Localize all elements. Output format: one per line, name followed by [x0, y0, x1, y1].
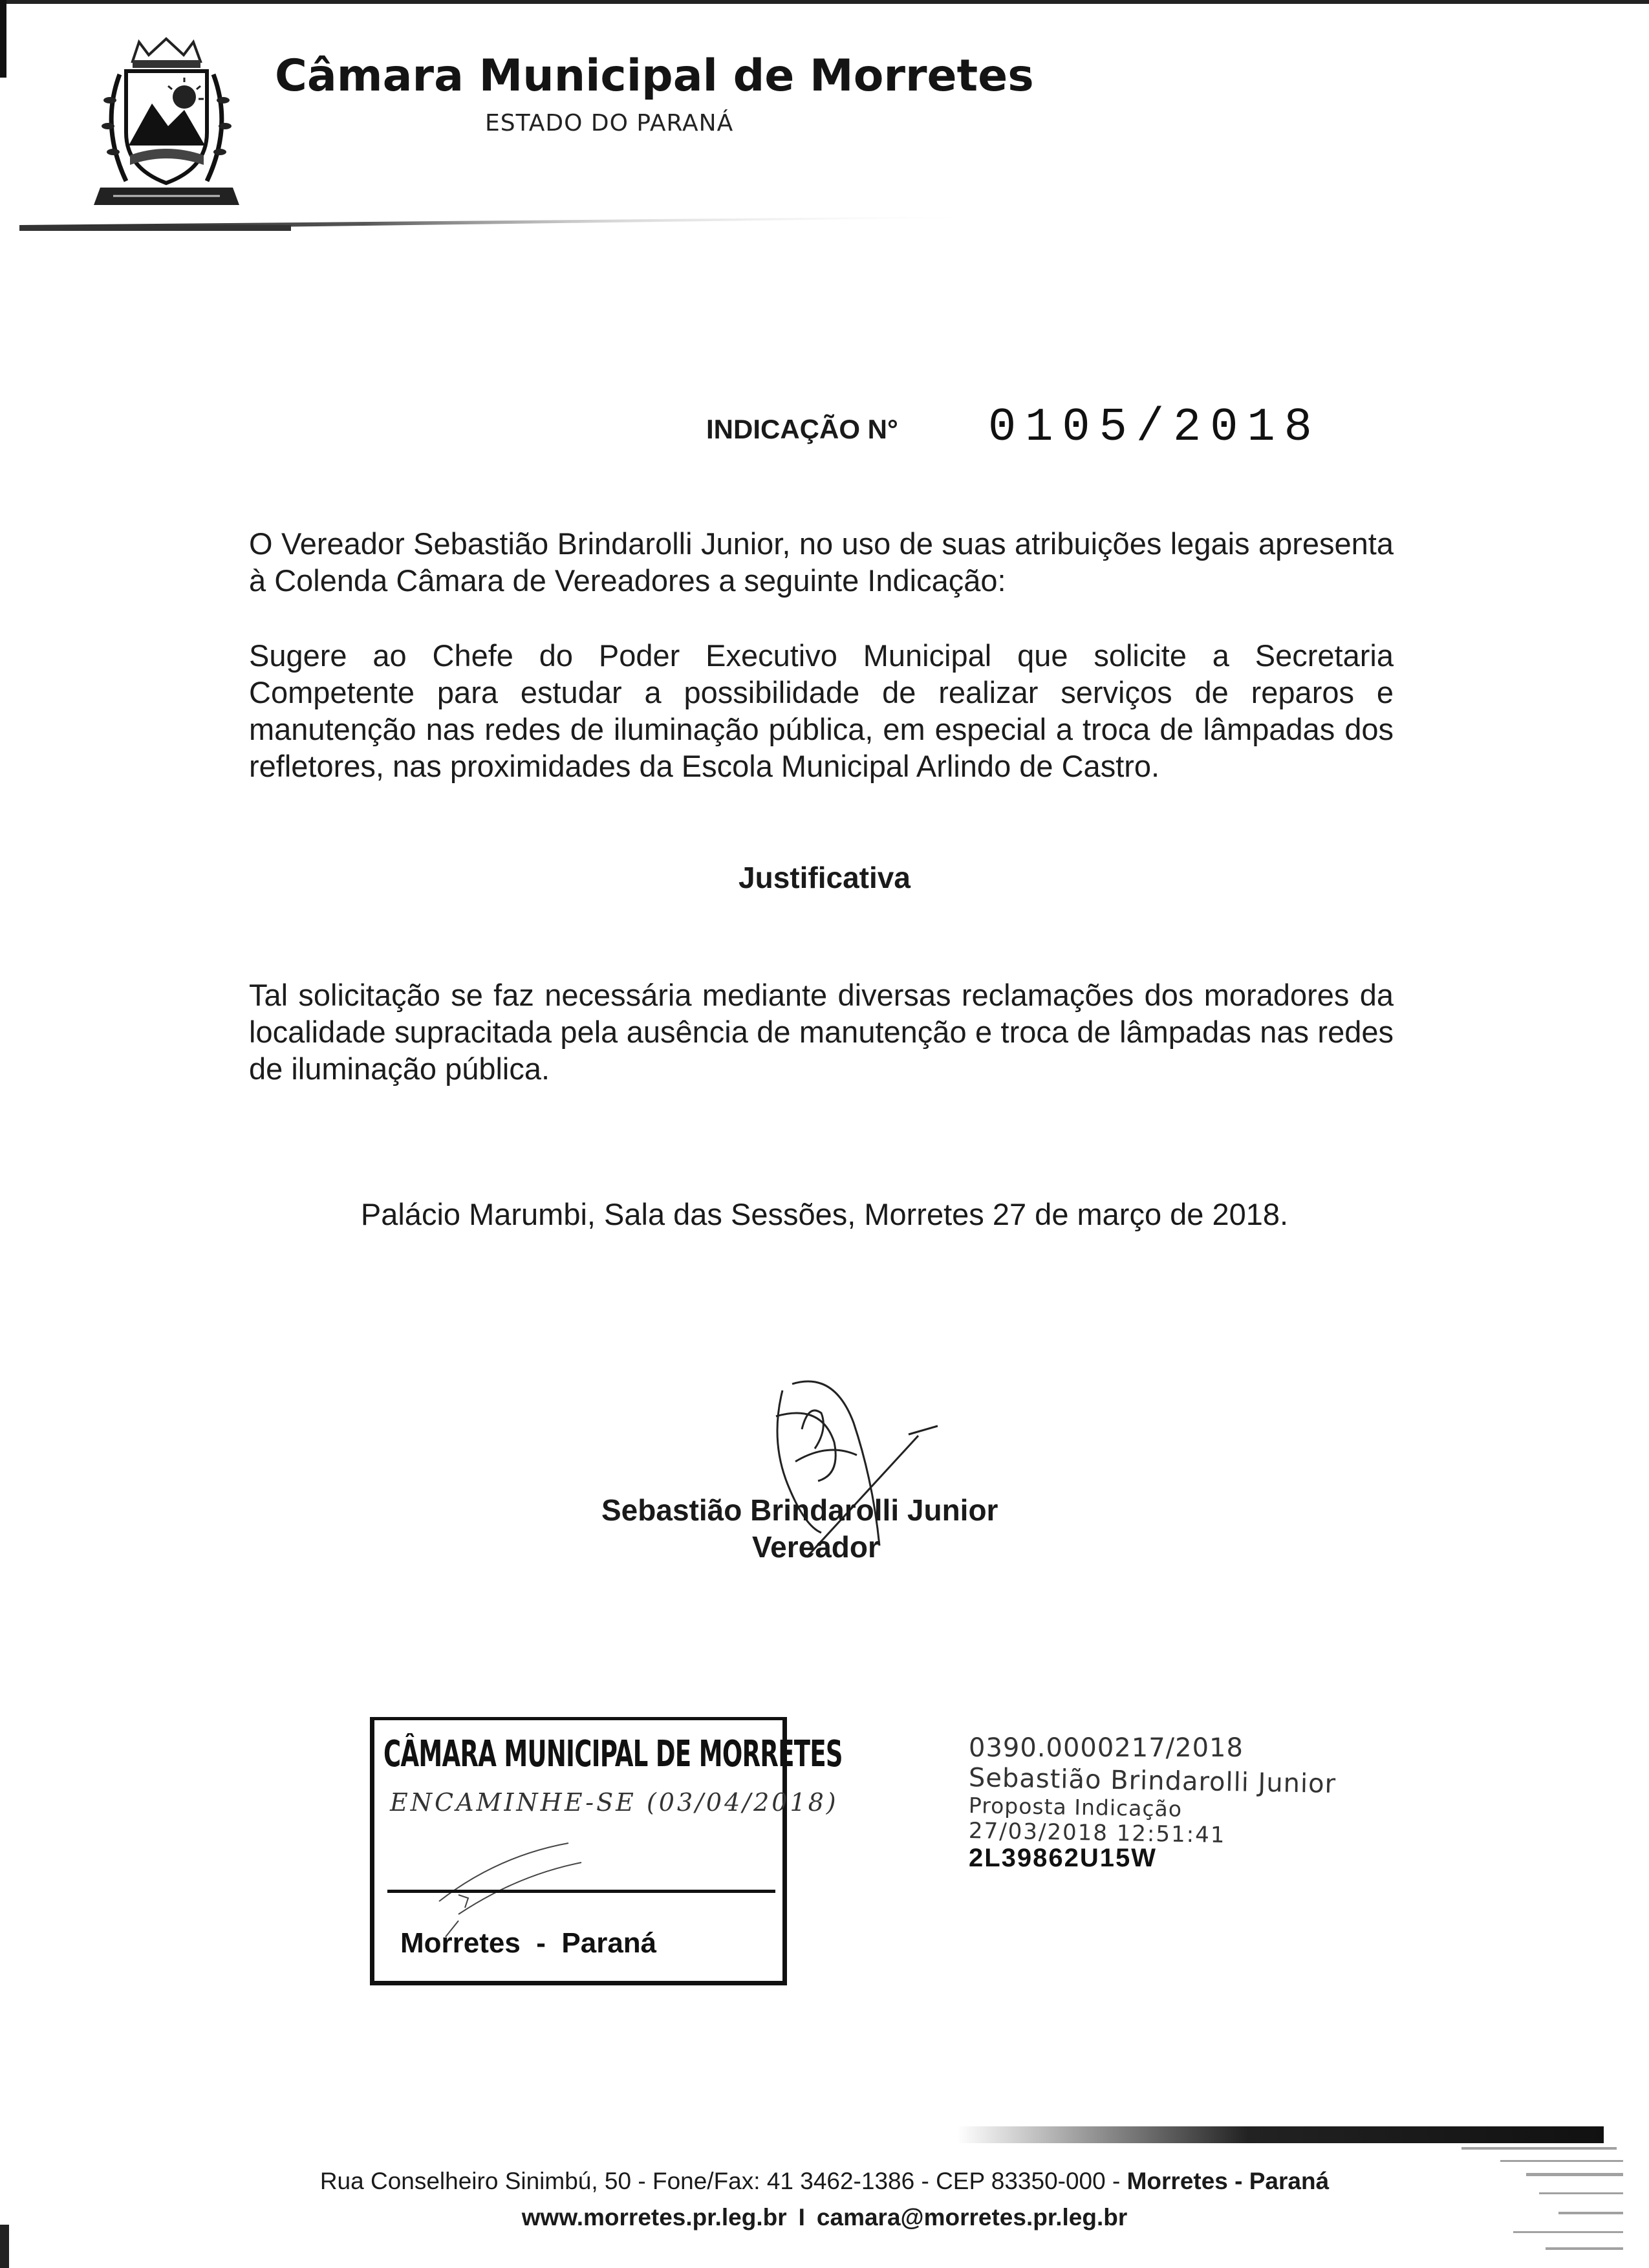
place-date: Palácio Marumbi, Sala das Sessões, Morretes 27 de março de 2018. [360, 1197, 1289, 1231]
receipt-stamp [370, 1717, 843, 1985]
institution-title: Câmara Municipal de Morretes [275, 50, 1034, 102]
request-paragraph: Sugere ao Chefe do Poder Executivo Municipal que solicite a Secretaria Competente para estudar a possibilidade de realizar serviços de reparos e manutenção nas redes de iluminação pública, em especial a troca de lâmpadas dos refletores, nas proximidades da Escola Municipal Arlindo de Castro. [249, 638, 1394, 783]
footer-contacts [0, 2204, 1649, 2231]
justification-paragraph: Tal solicitação se faz necessária mediante diversas reclamações dos moradores da localidade supracitada pela ausência de manutenção e troca de lâmpadas nas redes de iluminação pública. [249, 978, 1394, 1086]
protocol-block [969, 1733, 1336, 1873]
footer-address [0, 2168, 1649, 2195]
stamp-handwritten-note: ENCAMINHE-SE (03/04/2018) [390, 1788, 839, 1817]
scan-noise [1267, 2134, 1630, 2263]
stamp-location: Morretes - Paraná [400, 1927, 657, 1959]
scan-edge-left [0, 0, 6, 78]
footer-address-main: Rua Conselheiro Sinimbú, 50 - Fone/Fax: 41 3462-1386 - CEP 83350-000 - [319, 2168, 1127, 2194]
state-subtitle: ESTADO DO PARANÁ [485, 110, 734, 136]
stamp-title: CÂMARA MUNICIPAL DE MORRETES [383, 1733, 843, 1775]
protocol-number: 0390.0000217/2018 [969, 1733, 1244, 1763]
protocol-datetime: 27/03/2018 12:51:41 [968, 1818, 1226, 1848]
indication-label: INDICAÇÃO N° [706, 414, 898, 444]
scan-edge-top [0, 0, 1649, 4]
protocol-type: Proposta Indicação [968, 1793, 1183, 1822]
justification-heading: Justificativa [738, 861, 911, 894]
municipal-crest-icon [87, 36, 246, 213]
intro-paragraph: O Vereador Sebastião Brindarolli Junior, no uso de suas atribuições legais apresenta à Colenda Câmara de Vereadores a seguinte Indicação: [249, 526, 1394, 598]
stamp-divider [387, 1890, 775, 1893]
signatory-role: Vereador [752, 1530, 879, 1564]
scan-edge-left-bottom [0, 2225, 9, 2268]
header-divider [19, 213, 1002, 233]
protocol-code: 2L39862U15W [969, 1844, 1158, 1872]
indication-number: 0105/2018 [988, 401, 1321, 454]
footer-separator: I [798, 2204, 805, 2230]
protocol-author: Sebastião Brindarolli Junior [968, 1763, 1337, 1799]
signatory-name: Sebastião Brindarolli Junior [601, 1493, 998, 1527]
footer-address-city: Morretes - Paraná [1126, 2168, 1330, 2194]
footer-email-link[interactable]: camara@morretes.pr.leg.br [816, 2204, 1128, 2230]
footer-website-link[interactable]: www.morretes.pr.leg.br [521, 2204, 787, 2230]
